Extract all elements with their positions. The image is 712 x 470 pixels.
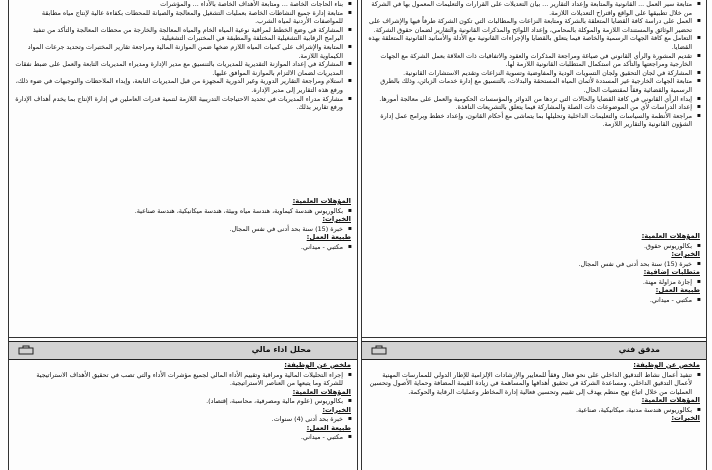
left-section2-body	[9, 361, 357, 470]
left-column	[8, 0, 358, 470]
right-top-duties	[362, 0, 706, 232]
list-item: ▪ بكالوريوس هندسة كيماوية، هندسة مياه وبيئة، هندسة ميكانيكية، هندسة صناعية.	[15, 207, 343, 216]
list-item: ▪ بكالوريوس (علوم مالية ومصرفية، محاسبة، إقتصاد).	[15, 397, 343, 406]
list-item: ▪ بناء الحاجات الخاصة ... ومتابعة الأهداف الخاصة بالأداء ... والمؤشرات	[15, 0, 343, 9]
additional-requirements-label: متطلبات إضافية:	[643, 268, 700, 277]
list-item: ▪ مشاركة مدراء المديريات في تحديد الاحتياجات التدريبية اللازمة لتنمية قدرات العاملين في إدارة الإنتاج بما يخدم أهداف الإدارة ورفع تقارير بذلك.	[15, 95, 343, 112]
list-item: ▪ إجازة مزاولة مهنة.	[368, 278, 692, 287]
section-header-technical-auditor	[362, 341, 706, 360]
summary-label: ملخص عن الوظيفة:	[633, 361, 700, 369]
left-top-duties	[9, 0, 357, 197]
experience-label: الخبرات:	[322, 215, 351, 224]
list-item: ▪ مراجعة الأنظمة والسياسات والتعليمات الداخلية وتحليلها بما يتماشى مع أحكام القانون، وإعداد خطط وبرامج عمل إدارة الشؤون القانونية والتقارير اللازمة.	[368, 112, 692, 129]
list-item: ▪ خبرة (15) سنة بحد أدنى في نفس المجال.	[15, 225, 343, 234]
list-item: ▪ خبرة (15) سنة بحد أدنى في نفس المجال.	[368, 260, 692, 269]
section-header-financial-analyst	[9, 341, 357, 360]
briefcase-icon	[15, 345, 37, 355]
left-duties-list	[9, 0, 357, 112]
list-item: ▪ تنفيذ أعمال نشاط التدقيق الداخلي على نحو فعال وفقاً للمعايير والإرشادات الإلزامية للإطار الدولي للممارسات المهنية لأعمال التدقيق الداخلي، ومساعدة الشركة في تحقيق أهدافها والمساهمة في زيادة القيمة المضافة وحماية الأصول وتحسين العمليات من خلال اتباع نهج منظم يهدف إلى تقييم وتحسين فعالية إدارة المخاطر وعمليات الرقابة والحوكمة.	[368, 371, 692, 397]
list-item: ▪ إبداء الرأي القانوني في كافة القضايا والحالات التي تردها من الدوائر والمؤسسات الحكومية والعمل على معالجة أمورها.	[368, 95, 692, 104]
summary-label: ملخص عن الوظيفة:	[284, 361, 351, 369]
list-item: ▪ إجراء التحليلات المالية ومراقبة وتقييم الأداء المالي لجميع مؤشرات الأداء والتي تصب في تحقيق الأهداف الاستراتيجية للشركة وما يتبعها من العناصر الاستراتيجية.	[15, 371, 343, 388]
experience-label: الخبرات:	[671, 250, 700, 259]
section-title: محلل اداء مالي	[251, 345, 311, 354]
list-item: ▪ متابعة سير العمل ... القانونية والمتابعة وإعداد التقارير ... بيان التعديلات على القرارات والتعليمات المعمول بها في الشركة من خلال تطبيقها على الواقع واقتراح التعديلات اللازمة.	[368, 0, 692, 17]
left-requirements	[9, 197, 357, 337]
list-item: ▪ مكتبي - ميداني.	[368, 296, 692, 305]
list-item: ▪ تقديم المشورة والرأي القانوني في صياغة ومراجعة المذكرات والعقود والاتفاقيات ذات العلاقة بعمل الشركة مع الجهات الخارجية ومراجعتها والتأكد من استكمال المتطلبات القانونية اللازمة لها.	[368, 52, 692, 69]
list-item: ▪ مكتبي - ميداني.	[15, 243, 343, 252]
section-divider	[362, 337, 706, 338]
list-item: ▪ المتابعة والإشراف على كميات المياه اللازم ضخها ضمن الموازنة المالية ومراجعة تقارير المختبرات وتحديد جرعات المواد الكيماوية اللازمة.	[15, 43, 343, 60]
section-title: مدقق فني	[618, 345, 660, 354]
work-nature-label: طبيعة العمل:	[655, 286, 700, 295]
section-divider	[9, 337, 357, 338]
work-nature-label: طبيعة العمل:	[306, 233, 351, 242]
list-item: ▪ خبرة بحد أدنى (4) سنوات.	[15, 415, 343, 424]
experience-label: الخبرات:	[671, 414, 700, 423]
list-item: ▪ العمل على دراسة كافة القضايا المتعلقة بالشركة ومتابعة النزاعات والمطالبات التي تكون الشركة طرفاً فيها والإشراف على تحضير الوثائق والمستندات اللازمة والموكلة بالمحامي، وإعداد اللوائح والمذكرات القانونية والتقارير لضمان حقوق الشركة.	[368, 17, 692, 34]
list-item: ▪ التعامل مع كافة الجهات الرسمية والخاصة فيما يتعلق بالقضايا والإجراءات القانونية مع الأدلة والأسانيد القانونية المتعلقة بهذه القضايا.	[368, 34, 692, 51]
list-item: ▪ المشاركة في إعداد الموازنة التقديرية للمديريات بالتنسيق مع مدير الإدارة ومديراء المديريات التابعة والعمل على ضبط نفقات المديريات لضمان الالتزام بالموازنة الموافق عليها.	[15, 60, 343, 77]
right-section2-body	[362, 361, 706, 470]
briefcase-icon	[368, 345, 390, 355]
qualifications-label: المؤهلات العلمية:	[292, 387, 351, 396]
right-requirements	[362, 232, 706, 337]
list-item: ▪ متابعة إدارة جميع النشاطات الخاصة بعمليات التشغيل والمعالجة والصيانة للمحطات بكفاءة عالية لإنتاج مياه مطابقة للمواصفات الأردنية لمياه الشرب.	[15, 9, 343, 26]
list-item: ▪ بكالوريوس هندسة مدنية، ميكانيكية، صناعية.	[368, 406, 692, 415]
list-item: ▪ إعداد الدراسات لأي من الموضوعات ذات الصلة والمشاركة فيما يتعلق بالتشريعات النافذة.	[368, 103, 692, 112]
list-item: ▪ متابعة الجهات الخارجية غير المسددة لأثمان المياه المستحقة والبدلات، بالتنسيق مع إدارة خدمات الزبائن، وذلك بالطرق الرسمية والقضائية وفقاً لمقتضيات الحال.	[368, 77, 692, 94]
list-item: ▪ بكالوريوس حقوق.	[368, 242, 692, 251]
list-item: ▪ المشاركة في وضع الخطط لمراقبة نوعية المياه الخام والمياه المعالجة والخارجة من محطات المعالجة والتأكد من تنفيذ البرامج الرقابية التشغيلية المختلفة والمطبقة في المختبرات التشغيلية.	[15, 26, 343, 43]
right-duties-list	[362, 0, 706, 129]
list-item: ▪ استلام ومراجعة التقارير الدورية وغير الدورية المجهزة من قبل المديريات التابعة، وإبداء الملاحظات والتوجيهات في ضوء ذلك، ورفع هذه التقارير إلى مدير الإدارة.	[15, 77, 343, 94]
list-item: ▪ المشاركة في لجان التحقيق ولجان التسويات الودية والمفاوضية وتسوية النزاعات وتقديم الاستشارات القانونية.	[368, 69, 692, 78]
experience-label: الخبرات:	[322, 405, 351, 414]
list-item: ▪ مكتبي - ميداني.	[15, 433, 343, 442]
qualifications-label: المؤهلات العلمية:	[641, 232, 700, 240]
qualifications-label: المؤهلات العلمية:	[641, 396, 700, 405]
work-nature-label: طبيعة العمل:	[306, 423, 351, 432]
right-column	[361, 0, 707, 470]
qualifications-label: المؤهلات العلمية:	[292, 197, 351, 205]
